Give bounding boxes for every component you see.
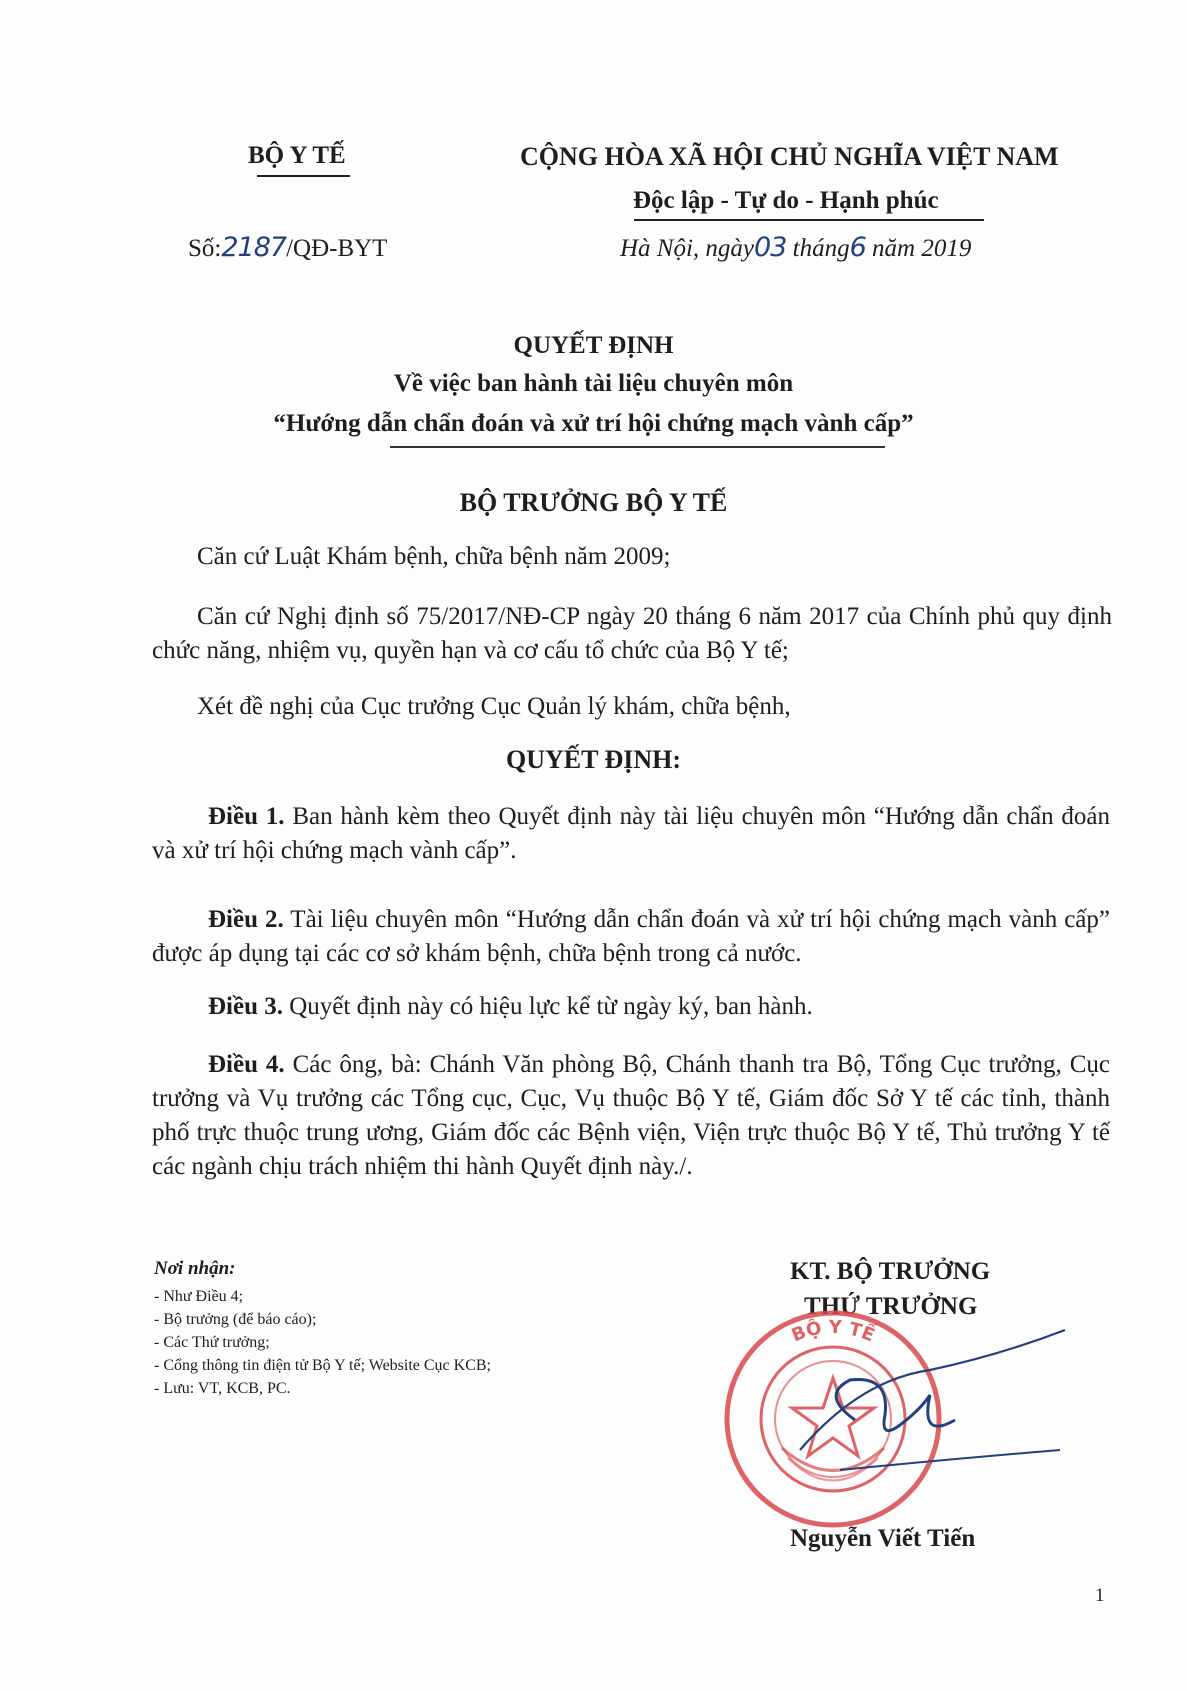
basis-decree: Căn cứ Nghị định số 75/2017/NĐ-CP ngày 20 tháng 6 năm 2017 của Chính phủ quy định chức năng, nhiệm vụ, quyền hạn và cơ cấu tổ chức của Bộ Y tế; xyxy=(152,603,1112,664)
recipient-item: - Các Thứ trưởng; xyxy=(154,1334,270,1351)
date-day-handwritten: 03 xyxy=(754,232,787,263)
minister-heading: BỘ TRƯỞNG BỘ Y TẾ xyxy=(459,488,728,517)
article-4 xyxy=(152,1048,1110,1184)
nation-name: CỘNG HÒA XÃ HỘI CHỦ NGHĨA VIỆT NAM xyxy=(520,142,1059,171)
motto-underline xyxy=(634,219,984,221)
date-month-handwritten: 6 xyxy=(849,232,866,263)
article-label: Điều 4. xyxy=(208,1051,285,1078)
doc-no-suffix: /QĐ-BYT xyxy=(286,235,388,262)
page-number: 1 xyxy=(1095,1585,1105,1606)
subject-underline xyxy=(390,446,885,448)
doc-no-handwritten: 2187 xyxy=(221,232,287,263)
article-3 xyxy=(152,990,1110,1024)
basis-law: Căn cứ Luật Khám bệnh, chữa bệnh năm 2009; xyxy=(197,543,671,570)
seal-text: BỘ Y TẾ xyxy=(788,1316,878,1347)
decision-subject: “Hướng dẫn chẩn đoán và xử trí hội chứng mạch vành cấp” xyxy=(273,410,914,437)
recipient-item: - Bộ trưởng (để báo cáo); xyxy=(154,1311,317,1328)
date-prefix: Hà Nội, ngày xyxy=(620,235,755,262)
signature-role: KT. BỘ TRƯỞNG xyxy=(790,1258,991,1285)
ministry-underline xyxy=(257,175,350,177)
decision-title: QUYẾT ĐỊNH xyxy=(513,332,674,359)
decision-about: Về việc ban hành tài liệu chuyên môn xyxy=(393,370,794,397)
article-text: Tài liệu chuyên môn “Hướng dẫn chẩn đoán và xử trí hội chứng mạch vành cấp” được áp dụng tại các cơ sở khám bệnh, chữa bệnh trong cả nước. xyxy=(152,906,1110,967)
article-label: Điều 1. xyxy=(208,803,285,830)
article-text: Ban hành kèm theo Quyết định này tài liệu chuyên môn “Hướng dẫn chẩn đoán và xử trí hội chứng mạch vành cấp”. xyxy=(152,803,1110,864)
ministry-name: BỘ Y TẾ xyxy=(248,142,346,169)
recipient-item: - Như Điều 4; xyxy=(154,1288,244,1305)
national-motto: Độc lập - Tự do - Hạnh phúc xyxy=(633,187,939,214)
article-text: Quyết định này có hiệu lực kể từ ngày ký, ban hành. xyxy=(283,993,813,1020)
handwritten-signature-icon xyxy=(780,1300,1080,1490)
basis-proposal: Xét đề nghị của Cục trưởng Cục Quản lý khám, chữa bệnh, xyxy=(197,693,791,720)
article-label: Điều 3. xyxy=(208,993,283,1020)
signer-name: Nguyễn Viết Tiến xyxy=(790,1525,976,1552)
doc-no-prefix: Số: xyxy=(188,235,222,262)
recipients-title: Nơi nhận: xyxy=(154,1258,236,1279)
date-suffix: năm 2019 xyxy=(865,235,972,262)
issue-date xyxy=(620,232,971,263)
date-mid: tháng xyxy=(786,235,850,262)
article-1 xyxy=(152,800,1110,868)
recipient-item: - Lưu: VT, KCB, PC. xyxy=(154,1380,291,1397)
article-2 xyxy=(152,903,1110,971)
signature-title: THỨ TRƯỞNG xyxy=(804,1293,978,1320)
decide-heading: QUYẾT ĐỊNH: xyxy=(505,745,682,774)
article-label: Điều 2. xyxy=(208,906,284,933)
recipient-item: - Cổng thông tin điện tử Bộ Y tế; Website Cục KCB; xyxy=(154,1357,491,1374)
document-number xyxy=(188,232,387,263)
article-text: Các ông, bà: Chánh Văn phòng Bộ, Chánh thanh tra Bộ, Tổng Cục trưởng, Cục trưởng và Vụ trưởng các Tổng cục, Cục, Vụ thuộc Bộ Y tế, Giám đốc Sở Y tế các tỉnh, thành phố trực thuộc trung ương, Giám đốc các Bệnh viện, Viện trực thuộc Bộ Y tế, Thủ trưởng Y tế các ngành chịu trách nhiệm thi hành Quyết định này./. xyxy=(152,1051,1111,1180)
recipients-list xyxy=(154,1285,491,1400)
